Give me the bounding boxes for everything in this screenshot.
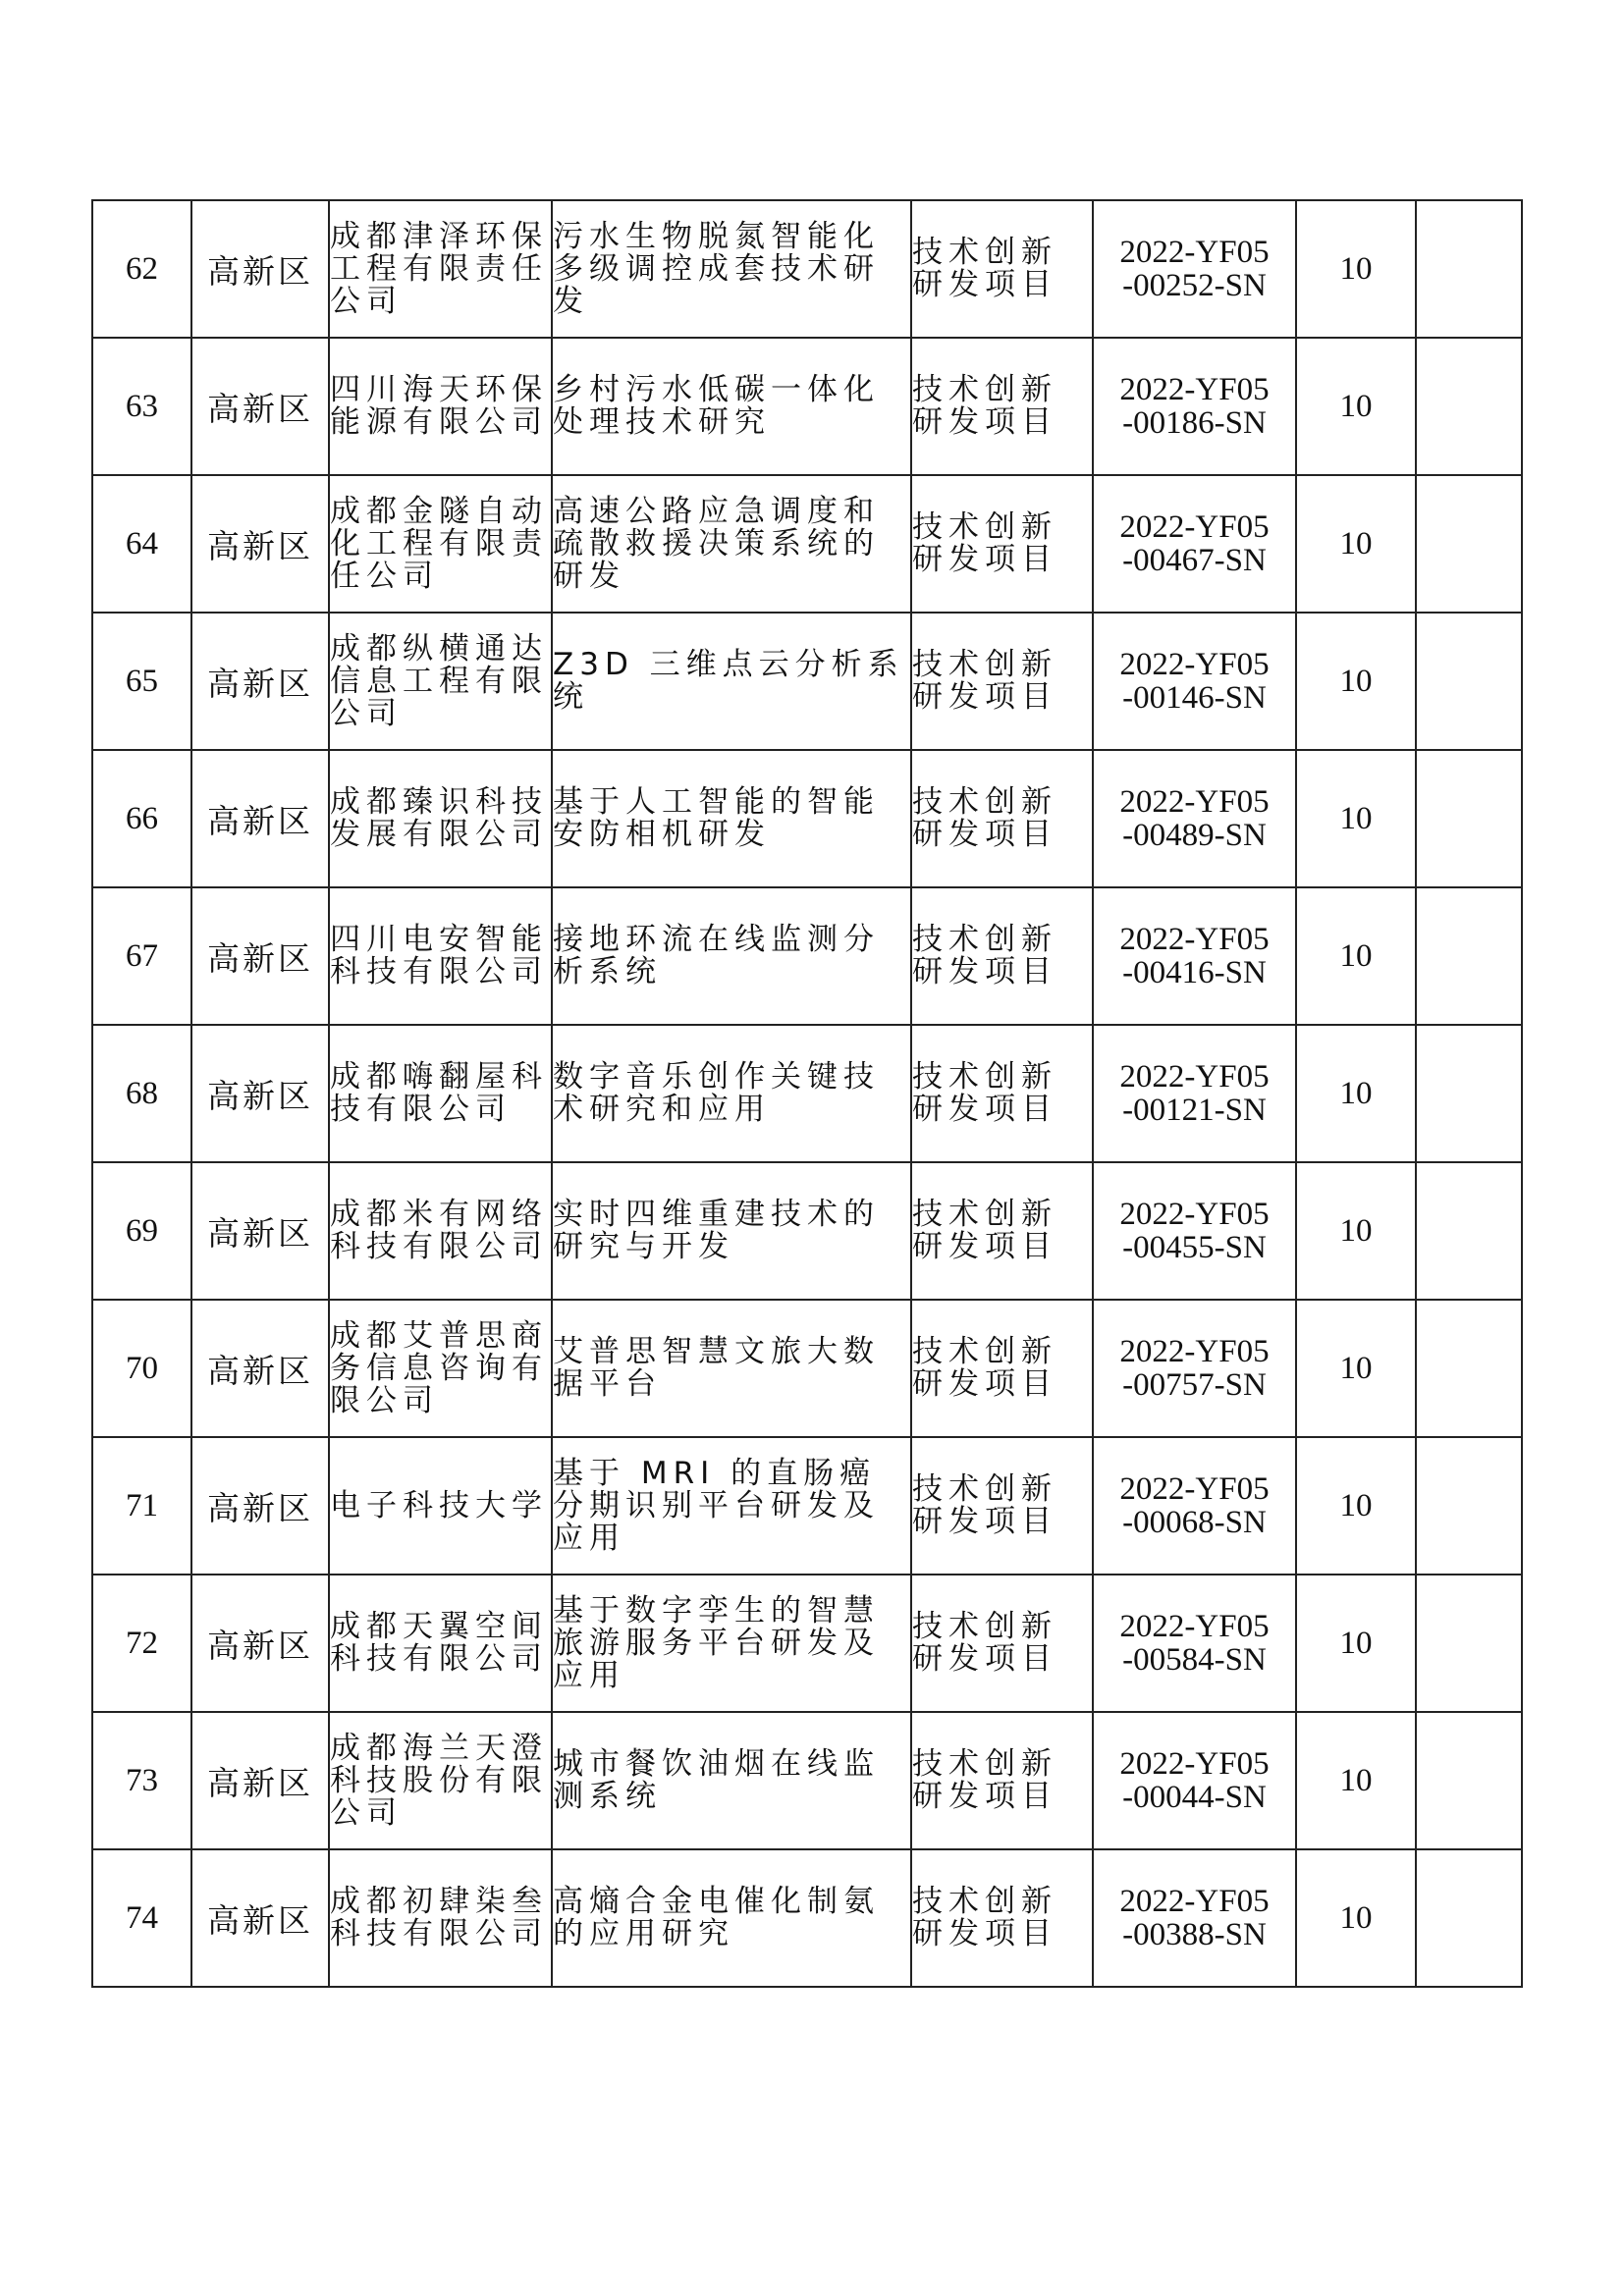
project-code-part2: -00455-SN	[1122, 1230, 1267, 1265]
region-cell: 高新区	[191, 1849, 329, 1987]
score-cell: 10	[1296, 475, 1416, 613]
project-code-part2: -00388-SN	[1122, 1917, 1267, 1952]
row-number: 62	[92, 200, 191, 338]
project-code-part1: 2022-YF05	[1119, 372, 1270, 407]
score-cell: 10	[1296, 1300, 1416, 1437]
note-cell	[1416, 1025, 1522, 1162]
region-cell: 高新区	[191, 338, 329, 475]
row-number: 70	[92, 1300, 191, 1437]
row-number: 72	[92, 1575, 191, 1712]
company-cell: 成都海兰天澄科技股份有限公司	[329, 1712, 552, 1849]
table-row	[92, 1575, 1522, 1712]
project-type-cell: 技术创新研发项目	[911, 1849, 1093, 1987]
row-number: 74	[92, 1849, 191, 1987]
table-row	[92, 338, 1522, 475]
note-cell	[1416, 1849, 1522, 1987]
note-cell	[1416, 1575, 1522, 1712]
project-name-cell: 艾普思智慧文旅大数据平台	[552, 1300, 911, 1437]
region-cell: 高新区	[191, 1575, 329, 1712]
project-type-cell: 技术创新研发项目	[911, 750, 1093, 887]
project-code-cell	[1093, 1712, 1296, 1849]
region-cell: 高新区	[191, 475, 329, 613]
company-cell: 成都天翼空间科技有限公司	[329, 1575, 552, 1712]
project-name-cell: Z3D 三维点云分析系统	[552, 613, 911, 750]
region-cell: 高新区	[191, 200, 329, 338]
note-cell	[1416, 200, 1522, 338]
project-code-cell	[1093, 613, 1296, 750]
project-type-cell: 技术创新研发项目	[911, 1437, 1093, 1575]
project-code-part2: -00467-SN	[1122, 543, 1267, 578]
table-row	[92, 200, 1522, 338]
company-cell: 四川海天环保能源有限公司	[329, 338, 552, 475]
company-cell: 电子科技大学	[329, 1437, 552, 1575]
project-code-part2: -00068-SN	[1122, 1505, 1267, 1540]
company-cell: 成都纵横通达信息工程有限公司	[329, 613, 552, 750]
region-cell: 高新区	[191, 613, 329, 750]
project-code-part1: 2022-YF05	[1119, 922, 1270, 957]
row-number: 67	[92, 887, 191, 1025]
region-cell: 高新区	[191, 750, 329, 887]
company-cell: 成都津泽环保工程有限责任公司	[329, 200, 552, 338]
note-cell	[1416, 613, 1522, 750]
company-cell: 成都臻识科技发展有限公司	[329, 750, 552, 887]
project-code-part1: 2022-YF05	[1119, 647, 1270, 682]
project-code-part1: 2022-YF05	[1119, 784, 1270, 820]
note-cell	[1416, 1437, 1522, 1575]
project-name-cell: 污水生物脱氮智能化多级调控成套技术研发	[552, 200, 911, 338]
score-cell: 10	[1296, 1025, 1416, 1162]
table-row	[92, 1712, 1522, 1849]
project-type-cell: 技术创新研发项目	[911, 1300, 1093, 1437]
region-cell: 高新区	[191, 1437, 329, 1575]
project-code-part2: -00121-SN	[1122, 1093, 1267, 1128]
score-cell: 10	[1296, 1437, 1416, 1575]
company-cell: 成都米有网络科技有限公司	[329, 1162, 552, 1300]
project-type-cell: 技术创新研发项目	[911, 1025, 1093, 1162]
region-cell: 高新区	[191, 1025, 329, 1162]
score-cell: 10	[1296, 1575, 1416, 1712]
project-code-cell	[1093, 1300, 1296, 1437]
table-row	[92, 1300, 1522, 1437]
note-cell	[1416, 1300, 1522, 1437]
project-name-cell: 乡村污水低碳一体化处理技术研究	[552, 338, 911, 475]
project-type-cell: 技术创新研发项目	[911, 200, 1093, 338]
project-code-part1: 2022-YF05	[1119, 1334, 1270, 1369]
table-row	[92, 1437, 1522, 1575]
score-cell: 10	[1296, 887, 1416, 1025]
score-cell: 10	[1296, 750, 1416, 887]
project-code-cell	[1093, 750, 1296, 887]
table-row	[92, 475, 1522, 613]
row-number: 68	[92, 1025, 191, 1162]
project-code-cell	[1093, 1575, 1296, 1712]
project-code-cell	[1093, 1162, 1296, 1300]
score-cell: 10	[1296, 200, 1416, 338]
project-name-cell: 实时四维重建技术的研究与开发	[552, 1162, 911, 1300]
note-cell	[1416, 1162, 1522, 1300]
note-cell	[1416, 750, 1522, 887]
project-code-part2: -00044-SN	[1122, 1780, 1267, 1815]
project-type-cell: 技术创新研发项目	[911, 1712, 1093, 1849]
score-cell: 10	[1296, 613, 1416, 750]
project-code-part1: 2022-YF05	[1119, 1471, 1270, 1507]
region-cell: 高新区	[191, 1300, 329, 1437]
project-name-cell: 基于 MRI 的直肠癌分期识别平台研发及应用	[552, 1437, 911, 1575]
project-code-part1: 2022-YF05	[1119, 1746, 1270, 1782]
region-cell: 高新区	[191, 1712, 329, 1849]
table-row	[92, 613, 1522, 750]
project-code-part1: 2022-YF05	[1119, 509, 1270, 545]
company-cell: 四川电安智能科技有限公司	[329, 887, 552, 1025]
row-number: 65	[92, 613, 191, 750]
project-code-part2: -00489-SN	[1122, 818, 1267, 853]
project-code-part2: -00584-SN	[1122, 1642, 1267, 1678]
project-code-cell	[1093, 887, 1296, 1025]
project-type-cell: 技术创新研发项目	[911, 887, 1093, 1025]
project-code-part1: 2022-YF05	[1119, 1059, 1270, 1095]
project-code-cell	[1093, 200, 1296, 338]
score-cell: 10	[1296, 338, 1416, 475]
row-number: 73	[92, 1712, 191, 1849]
company-cell: 成都嗨翻屋科技有限公司	[329, 1025, 552, 1162]
company-cell: 成都金隧自动化工程有限责任公司	[329, 475, 552, 613]
project-name-cell: 高速公路应急调度和疏散救援决策系统的研发	[552, 475, 911, 613]
table-row	[92, 750, 1522, 887]
project-table	[91, 199, 1523, 1988]
score-cell: 10	[1296, 1162, 1416, 1300]
project-code-part2: -00757-SN	[1122, 1367, 1267, 1403]
project-code-part1: 2022-YF05	[1119, 1884, 1270, 1919]
table-row	[92, 1025, 1522, 1162]
row-number: 66	[92, 750, 191, 887]
row-number: 69	[92, 1162, 191, 1300]
row-number: 64	[92, 475, 191, 613]
table-row	[92, 1849, 1522, 1987]
project-code-cell	[1093, 1849, 1296, 1987]
note-cell	[1416, 887, 1522, 1025]
region-cell: 高新区	[191, 1162, 329, 1300]
project-code-part2: -00186-SN	[1122, 405, 1267, 441]
score-cell: 10	[1296, 1712, 1416, 1849]
row-number: 63	[92, 338, 191, 475]
project-type-cell: 技术创新研发项目	[911, 338, 1093, 475]
project-code-part1: 2022-YF05	[1119, 1609, 1270, 1644]
project-type-cell: 技术创新研发项目	[911, 1575, 1093, 1712]
project-code-part1: 2022-YF05	[1119, 1197, 1270, 1232]
company-cell: 成都初肆柒叁科技有限公司	[329, 1849, 552, 1987]
project-name-cell: 城市餐饮油烟在线监测系统	[552, 1712, 911, 1849]
note-cell	[1416, 338, 1522, 475]
project-name-cell: 基于人工智能的智能安防相机研发	[552, 750, 911, 887]
project-type-cell: 技术创新研发项目	[911, 475, 1093, 613]
project-code-cell	[1093, 338, 1296, 475]
project-code-part2: -00416-SN	[1122, 955, 1267, 990]
note-cell	[1416, 1712, 1522, 1849]
table-body	[92, 200, 1522, 1987]
company-cell: 成都艾普思商务信息咨询有限公司	[329, 1300, 552, 1437]
project-name-cell: 接地环流在线监测分析系统	[552, 887, 911, 1025]
table-row	[92, 1162, 1522, 1300]
score-cell: 10	[1296, 1849, 1416, 1987]
project-type-cell: 技术创新研发项目	[911, 613, 1093, 750]
project-code-part2: -00252-SN	[1122, 268, 1267, 303]
project-code-cell	[1093, 1025, 1296, 1162]
project-code-cell	[1093, 1437, 1296, 1575]
project-code-cell	[1093, 475, 1296, 613]
row-number: 71	[92, 1437, 191, 1575]
region-cell: 高新区	[191, 887, 329, 1025]
project-name-cell: 数字音乐创作关键技术研究和应用	[552, 1025, 911, 1162]
table-row	[92, 887, 1522, 1025]
project-code-part1: 2022-YF05	[1119, 235, 1270, 270]
project-name-cell: 高熵合金电催化制氨的应用研究	[552, 1849, 911, 1987]
note-cell	[1416, 475, 1522, 613]
project-code-part2: -00146-SN	[1122, 680, 1267, 716]
project-type-cell: 技术创新研发项目	[911, 1162, 1093, 1300]
project-name-cell: 基于数字孪生的智慧旅游服务平台研发及应用	[552, 1575, 911, 1712]
